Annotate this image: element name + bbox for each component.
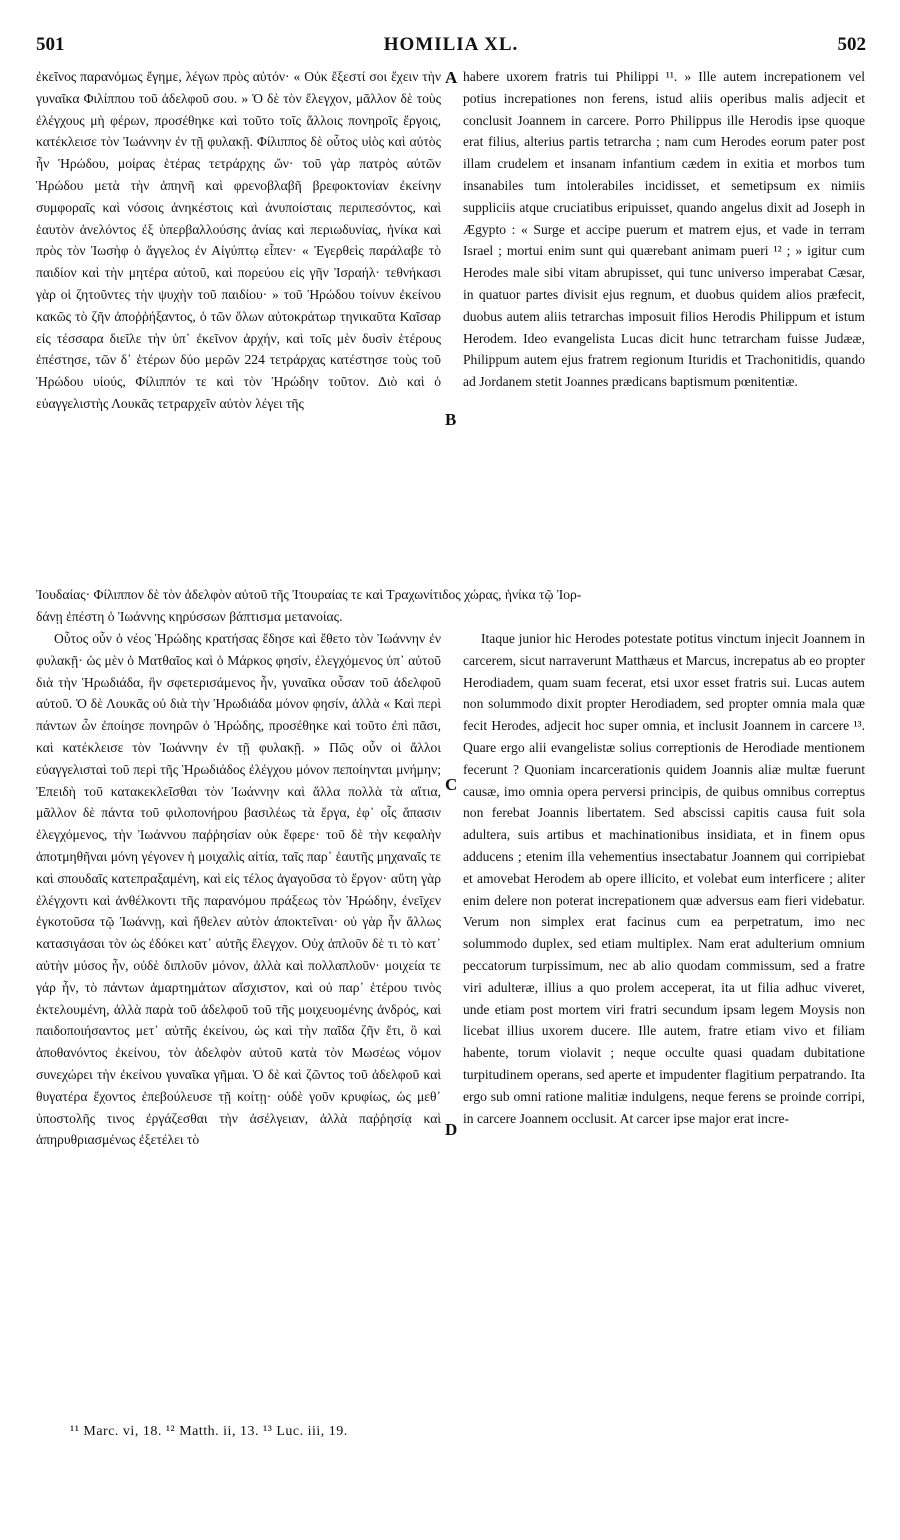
page-header [36,34,866,60]
page-number-right: 502 [837,34,866,55]
bridge-line: Ἰουδαίας· Φίλιππον δὲ τὸν ἀδελφὸν αὐτοῦ τῆς Ἰτουραίας τε καὶ Τραχωνίτιδος χώρας, ἡνίκα τῷ Ἰορ- [36,587,582,602]
page-number-left: 501 [36,34,65,55]
latin-paragraph: Itaque junior hic Herodes potestate potitus vinctum injecit Joannem in carcerem, sicut narraverunt Matthæus et Marcus, increpatus ab eo propter Herodiadem, quam suam fecerat, etsi uxor esset fratris sui. Lucas autem non solummodo dixit propter Herodiadem, sed propter omnia mala quæ fecit Herodes, adjecit hoc super omnia, et inclusit Joannem in carcere ¹³. Quare ergo alii evangelistæ solius correptionis de Herodiade mentionem fecerunt ? Quoniam incarcerationis quidem Joannis aliæ multæ fuerunt causæ, imo omnia opera perversi principis, de quibus omnibus correptus non ferebat Joannis libertatem. Sed abscissi capitis causa fuit sola adultera, suis artibus et machinationibus insidiata, et in finem opus adducens ; etenim illa vehementius insectabatur Joannem qui corripiebat et amovebat Herodem ab opere illicito, et volebat eum interficere ; aliter enim delere non poterat increpationem quæ adversus eam fieri videbatur. Verum non simplex erat facinus cum ea perpetratum, imo nec solummodo duplex, sed etiam multiplex. Nam erat adulterium omnium peccatorum turpissimum, nec ab alio quodam commissum, sed a fratre viri adulteræ, illius a quo prolem acceperat, ita ut filia adhuc viveret, unde etiam post mortem viri fratri secundum ipsam legem Moysis non licebat illius uxorem ducere. Ille autem, fratre etiam vivo et filiam habente, torum violavit ; neque occulte quasi quadam dubitatione turpitudinem operans, sed aperte et impudenter flagitium perpatrando. Ita ergo sub omni ratione malitiæ indulgens, neque ferens se proinde corripi, in carcere Joannem occlusit. At carcer ipse major erat incre- [463,631,865,1126]
latin-column-top [463,66,865,393]
margin-letter-c: C [445,775,458,794]
full-width-greek-lines [36,584,866,628]
bridge-line: δάνῃ ἐπέστη ὁ Ἰωάννης κηρύσσων βάπτισμα μετανοίας. [36,608,343,624]
greek-column-top [36,66,441,415]
greek-paragraph: ἐκεῖνος παρανόμως ἔγημε, λέγων πρὸς αὐτόν· « Οὐκ ἔξεστί σοι ἔχειν τὴν γυναῖκα Φιλίππου τοῦ ἀδελφοῦ σου. » Ὁ δὲ τὸν ἔλεγχον, μᾶλλον δὲ τοὺς ἐλέγχους μὴ φέρων, προσέθηκε καὶ τοῦτο τοῖς ἄλλοις πονηροῖς ἔργοις, κατέκλεισε τὸν Ἰωάννην ἐν τῇ φυλακῇ. Φίλιππος δὲ οὗτος υἱὸς καὶ αὐτὸς ἦν Ἡρώδου, μοίρας ἑτέρας τετράρχης ὤν· τοῦ γὰρ πατρὸς αὐτῶν Ἡρώδου μετὰ τὴν ἀπηνῆ καὶ φρενοβλαβῆ βρεφοκτονίαν ἐκείνην συμφοραῖς καὶ νόσοις ἀνηκέστοις καὶ ἀνυποίσταις περιπεσόντος, καὶ ἑαυτὸν ἀνελόντος ἐξ ὑπερβαλλούσης ἀνίας καὶ περιωδυνίας, ἡνίκα καὶ πρὸς τὸν Ἰωσὴφ ὁ ἄγγελος ἐν Αἰγύπτῳ εἶπεν· « Ἐγερθεὶς παράλαβε τὸ παιδίον καὶ τὴν μητέρα αὐτοῦ, καὶ πορεύου εἰς γῆν Ἰσραήλ· τεθνήκασι γὰρ οἱ ζητοῦντες τὴν ψυχὴν τοῦ παιδίου· » τοῦ Ἡρώδου τοίνυν ἐκείνου κακῶς τὸ ζῆν ἀποῤῥήξαντος, ὁ τῶν ὅλων αὐτοκράτωρ τηνικαῦτα Καῖσαρ εἰς τέσσαρα διεῖλε τὴν ὑπ᾽ ἐκεῖνον ἀρχήν, καὶ τοῖς μὲν δυσὶν ἑτέρους ἐπέστησε, τῶν δ᾽ ἑτέρων δύο μερῶν 224 τετράρχας κατέστησε τοὺς τοῦ Ἡρώδου υἱούς, Φίλιππόν τε καὶ τὸν Ἡρώδην τοῦτον. Διὸ καὶ ὁ εὐαγγελιστὴς Λουκᾶς τετραρχεῖν αὐτὸν λέγει τῆς [36,69,441,411]
margin-letter-a: A [445,68,458,87]
running-title: HOMILIA XL. [383,34,519,55]
latin-paragraph: habere uxorem fratris tui Philippi ¹¹. » Ille autem increpationem vel potius increpationes non ferens, istud aliis operibus malis adjecit et conclusit Joannem in carcere. Porro Philippus ille Herodis ipse quoque erat filius, alterius partis tetrarcha ; nam cum Herodes eorum pater post illam crudelem et insanam infantium cædem in exitia et morbos tum insanabiles tum intolerabiles incidisset, et semetipsum ex nimiis suppliciis atque cruciatibus eripuisset, quando angelus dixit ad Joseph in Ægypto : « Surge et accipe puerum et matrem ejus, et vade in terram Israel ; mortui enim sunt qui quærebant animam pueri ¹² ; » igitur cum Herodes male sibi vitam abrupisset, qui tunc universo imperabat Cæsar, in quatuor partes divisit ejus regnum, et duobus quidem alios præfecit, duobus autem aliis tetrarchas imposuit filios Herodis Philippum et istum Herodem. Ideo evangelista Lucas dicit hunc tetrarcham fuisse Judææ, Philippum autem ejus fratrem regionum Ituridis et Trachonitidis, quando ad Jordanem stetit Joannes prædicans baptismum pœnitentiæ. [463,69,865,390]
greek-column-bottom [36,628,441,1151]
margin-letter-d: D [445,1120,458,1139]
latin-column-bottom [463,628,865,1129]
margin-letter-b: B [445,410,457,429]
greek-paragraph: Οὗτος οὖν ὁ νέος Ἡρώδης κρατήσας ἔδησε καὶ ἔθετο τὸν Ἰωάννην ἐν φυλακῇ· ὡς μὲν ὁ Ματθαῖος καὶ ὁ Μάρκος φησίν, ἐλεγχόμενος ὑπ᾽ αὐτοῦ διὰ τὴν Ἡρωδιάδα, ἣν σφετερισάμενος ἦν, γυναῖκα οὖσαν τοῦ ἀδελφοῦ αὐτοῦ. Ὁ δὲ Λουκᾶς οὐ διὰ τὴν Ἡρωδιάδα μόνον φησίν, ἀλλὰ « Καὶ περὶ πάντων ὧν ἐποίησε πονηρῶν ὁ Ἡρώδης, προσέθηκε καὶ τοῦτο ἐπὶ πᾶσι, καὶ κατέκλεισε τὸν Ἰωάννην ἐν τῇ φυλακῇ. » Πῶς οὖν οἱ ἄλλοι εὐαγγελισταὶ τοῦ περὶ τῆς Ἡρωδιάδος ἐλέγχου μόνον πεποίηνται μνήμην; Ἐπειδὴ τοῦ κατακεκλεῖσθαι τὸν Ἰωάννην καὶ ἄλλα πολλὰ τὰ αἴτια, μᾶλλον δὲ πάντα τοῦ φιλοπονήρου βασιλέως τὰ ἔργα, ἐφ᾽ οἷς ἅπασιν ἐλεγχόμενος, τὴν Ἰωάννου παῤῥησίαν οὐκ ἔφερε· τοῦ δὲ τὴν κεφαλὴν ἀποτμηθῆναι μόνη γέγονεν ἡ μοιχαλὶς αἰτία, ταῖς παρ᾽ ἑαυτῆς μηχαναῖς τε καὶ σπουδαῖς κατεπραξαμένη, καὶ εἰς τέλος ἀγαγοῦσα τὸ ἔργον· αὕτη γὰρ ἐλέγχοντι καὶ ἀνθέλκοντι τῆς παρανόμου πράξεως τὸν Ἡρώδην, ἐνεῖχεν ἐγκοτοῦσα τῷ Ἰωάννῃ, καὶ ἤθελεν αὐτὸν ἀποκτεῖναι· οὐ γὰρ ἦν ἄλλως κατασιγάσαι τὸν ὡς ἐδόκει κατ᾽ αὐτῆς ἔλεγχον. Οὐχ ἁπλοῦν δὲ τι τὸ κατ᾽ αὐτὴν μύσος ἦν, οὐδὲ διπλοῦν μόνον, ἀλλὰ καὶ πολλαπλοῦν· μοιχεία τε γάρ ἦν, τὸ πάντων ἁμαρτημάτων αἴσχιστον, καὶ οὐ παρ᾽ ἑτέρου τινὸς ἐκτελουμένη, ἀλλὰ παρὰ τοῦ ἀδελφοῦ τοῦ τῆς μοιχευομένης ἀνδρός, καὶ παιδοποιήσαντος μετ᾽ αὐτῆς ἐκείνου, ὡς καὶ τὴν παῖδα ζῆν ἔτι, ὃ καὶ ἀποθανόντος ἐκείνου, τὸν ἀδελφὸν αὐτοῦ κατὰ τὸν Μωσέως νόμον συνεχώρει τὴν ἐκείνου γυναῖκα γῆμαι. Ὁ δὲ καὶ ζῶντος τοῦ ἀδελφοῦ καὶ θυγατέρα ἔχοντος ἐπεβούλευσε τῇ κοίτῃ· οὐδὲ γοῦν κρυφίως, ὡς μεθ᾽ ὑποστολῆς τινος ἐργάζεσθαι τὴν ἀσέλγειαν, ἀλλὰ παῤῥησίᾳ καὶ ἀπηρυθριασμένως ἐξετέλει τὸ [36,631,441,1148]
footnotes: ¹¹ Marc. vi, 18. ¹² Matth. ii, 13. ¹³ Luc. iii, 19. [70,1424,348,1439]
